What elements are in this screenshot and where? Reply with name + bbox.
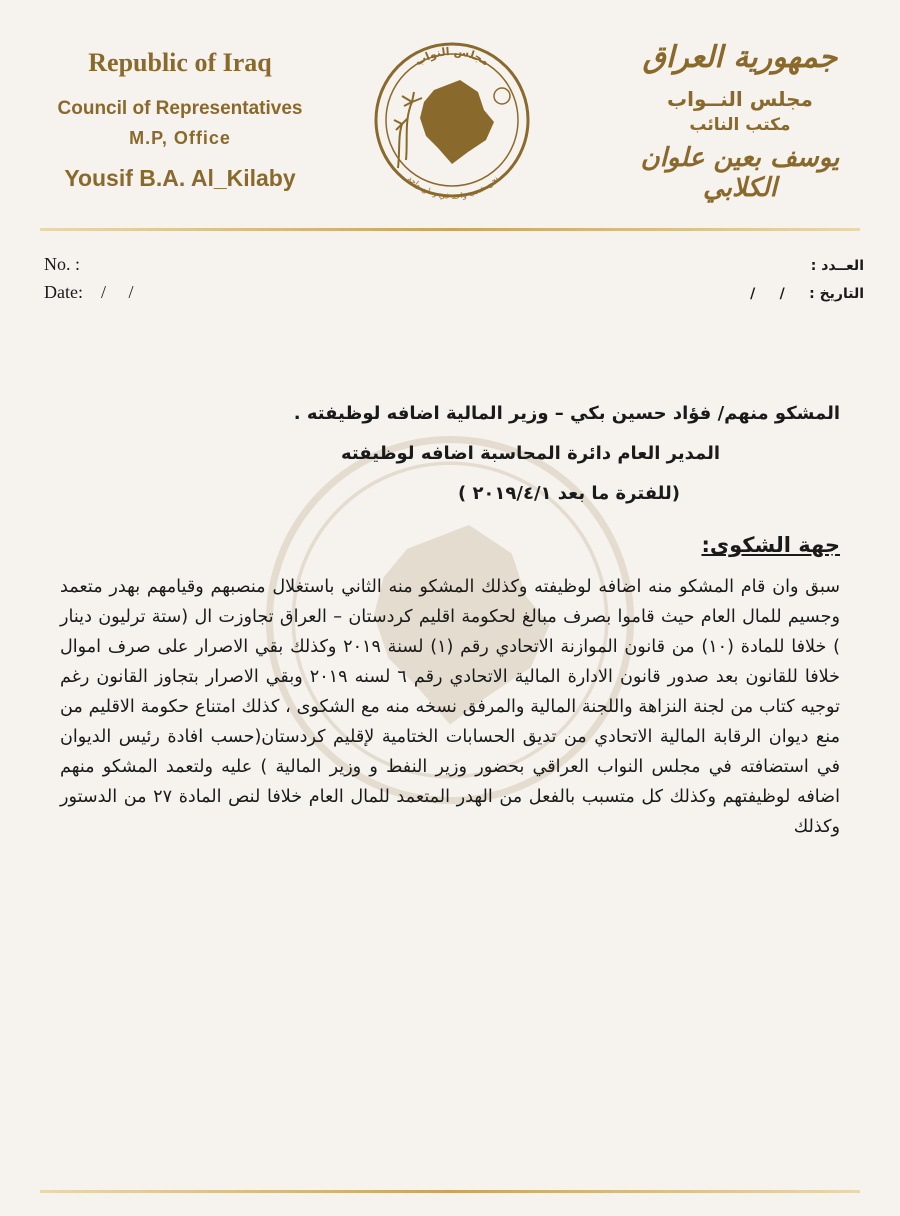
letter-body: [60, 394, 840, 842]
seal-bottom-text: نحن شعب واحد في وطن واحد: [405, 173, 501, 200]
footer-divider: [40, 1190, 860, 1193]
date-label-ar: التاريخ : / /: [750, 286, 864, 302]
country-name-ar: جمهورية العراق: [642, 40, 838, 75]
header-arabic: [620, 40, 860, 203]
seal-top-text: مجلس النواب: [412, 44, 492, 69]
period-line: (للفترة ما بعد ٢٠١٩/٤/١ ): [457, 483, 680, 504]
mp-name-en: Yousif B.A. Al_Kilaby: [64, 165, 296, 191]
header-divider: [40, 228, 860, 231]
defendant-line-2: المدير العام دائرة المحاسبة اضافه لوظيفته: [341, 443, 720, 464]
mp-name-ar: يوسف بعين علوان الكلابي: [640, 143, 840, 203]
date-label-en: Date: / /: [44, 282, 134, 302]
council-name-ar: مجلس النــواب: [667, 87, 813, 111]
office-name-ar: مكتب النائب: [689, 115, 791, 135]
section-title: جهة الشكوى:: [701, 533, 840, 557]
parliament-seal-logo: [372, 40, 532, 200]
defendant-line-1: المشكو منهم/ فؤاد حسين بكي – وزير المالية اضافه لوظيفته .: [293, 403, 840, 424]
reference-english: [44, 250, 133, 306]
reference-arabic: [750, 252, 864, 308]
country-name-en: Republic of Iraq: [88, 48, 272, 77]
number-label-ar: العــدد :: [810, 258, 864, 274]
complaint-paragraph: سبق وان قام المشكو منه اضافه لوظيفته وكذلك المشكو منه الثاني باستغلال منصبهم وقيامهم بهدر متعمد وجسيم للمال العام حيث قاموا بصرف مبالغ لحكومة اقليم كردستان – العراق تجاوزت ال (ستة ترليون دينار ) خلافا للمادة (١٠) من قانون الموازنة الاتحادي رقم (١) لسنة ٢٠١٩ وكذلك بقي الاصرار على صرف اموال خلافا للقانون بعد صدور قانون الادارة المالية الاتحادي رقم ٦ لسنه ٢٠١٩ وبقي الاصرار بتجاوز القانون رغم توجيه كتاب من لجنة النزاهة واللجنة المالية والمرفق نسخه منه مع الشكوى ، كذلك امتناع حكومة الاقليم من منع ديوان الرقابة المالية الاتحادي من تديق الحسابات الختامية لإقليم كردستان(حسب افادة رئيس الديوان في استضافته في مجلس النواب العراقي بحضور وزير النفط و وزير المالية ) عليه ولتعمد المشكو منهم اضافه لوظيفتهم وكذلك كل متسبب بالفعل من الهدر المتعمد للمال العام خلافا لنص المادة ٢٧ من الدستور وكذلك: [60, 577, 840, 837]
number-label-en: No. :: [44, 254, 80, 274]
office-name-en: M.P, Office: [129, 128, 231, 148]
council-name-en: Council of Representatives: [57, 98, 303, 119]
header-english: [40, 48, 320, 192]
